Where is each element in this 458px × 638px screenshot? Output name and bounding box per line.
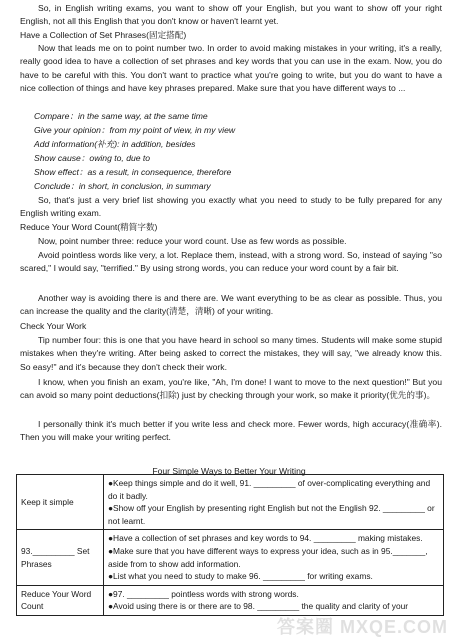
row-label: Reduce Your Word Count [17, 585, 104, 615]
row-line: ●List what you need to study to make 96. _________ for writing exams. [108, 571, 373, 582]
phrase-add-info: Add information(补充): in addition, besides [34, 139, 196, 149]
paragraph-point-three: Now, point number three: reduce your word count. Use as few words as possible. [38, 236, 347, 246]
heading-reduce-word-count: Reduce Your Word Count(精简字数) [20, 222, 158, 232]
paragraph-finish-exam: I know, when you finish an exam, you're like, "Ah, I'm done! I want to move to the next question!" But you can avoid so many point deductions(扣除) just by checking through your work, so make it priority(优先的事)。 [20, 377, 442, 401]
paragraph-write-less: I personally think it's much better if you write less and check more. Fewer words, high accuracy(准确率). Then you will make your writing perfect. [20, 419, 442, 443]
summary-table [16, 474, 444, 616]
phrase-cause: Show cause：owing to, due to [34, 153, 151, 163]
paragraph-brief-list: So, that's just a very brief list showing you exactly what you need to study to be fully prepared for any English writing exam. [20, 195, 442, 219]
heading-set-phrases: Have a Collection of Set Phrases(固定搭配) [20, 30, 187, 40]
row-line: ●Keep things simple and do it well, 91. _________ of over-complicating everything and do it badly. [108, 478, 431, 501]
intro-paragraph: So, in English writing exams, you want to show off your English, but you want to show off your right English, not all this English that you don't know or haven't learnt yet. [20, 3, 442, 27]
paragraph-pointless-words: Avoid pointless words like very, a lot. Replace them, instead, with a strong word. So, instead of saying "so scared," I would say, "terrified." By using strong words, you can reduce your word count by a fair bit. [20, 250, 442, 274]
paragraph-there-is: Another way is avoiding there is and there are. We want everything to be as clear as possible. Thus, you can increase the quality and the clarity(清楚，清晰) of your writing. [20, 293, 442, 317]
row-content [104, 585, 444, 615]
watermark-logo: 答案圈 MXQE.COM [276, 616, 448, 637]
row-label: Keep it simple [17, 475, 104, 530]
phrase-effect: Show effect：as a result, in consequence, therefore [34, 167, 232, 177]
row-line: ●Show off your English by presenting right English but not the English 92. _________ or not learnt. [108, 503, 435, 526]
table-row [17, 475, 444, 530]
table-row [17, 585, 444, 615]
row-line: ●Make sure that you have different ways to express your idea, such as in 95._______, aside from to show add information. [108, 545, 428, 569]
row-label: 93._________ Set Phrases [17, 530, 104, 585]
paragraph-tip-four: Tip number four: this is one that you have heard in school so many times. Students will make some stupid mistakes when they're writing. After being asked to correct the mistakes, they will say, "we already know this. So easy!" and it's because they don't check their work. [20, 335, 442, 372]
paragraph-set-phrases: Now that leads me on to point number two. In order to avoid making mistakes in your writing, it's a really, really good idea to have a collection of set phrases and key words that you can use in the exam. Now, you do have to be careful with this. You don't want to practice what you're going to write, but you do want to have a nice collection of things and have key phrases prepared. Make sure that you have different ways to ... [20, 43, 442, 94]
row-line: ●Avoid using there is or there are to 98. _________ the quality and clarity of your [108, 601, 409, 612]
table-title: Four Simple Ways to Better Your Writing [152, 465, 306, 476]
phrase-opinion: Give your opinion：from my point of view, in my view [34, 125, 236, 135]
phrase-conclude: Conclude：in short, in conclusion, in summary [34, 181, 211, 191]
heading-check-work: Check Your Work [20, 321, 87, 331]
row-line: ●Have a collection of set phrases and key words to 94. _________ making mistakes. [108, 533, 423, 544]
row-content [104, 475, 444, 530]
row-content [104, 530, 444, 585]
phrase-compare: Compare：in the same way, at the same time [34, 111, 208, 121]
table-row [17, 530, 444, 585]
row-line: ●97. _________ pointless words with strong words. [108, 588, 299, 599]
